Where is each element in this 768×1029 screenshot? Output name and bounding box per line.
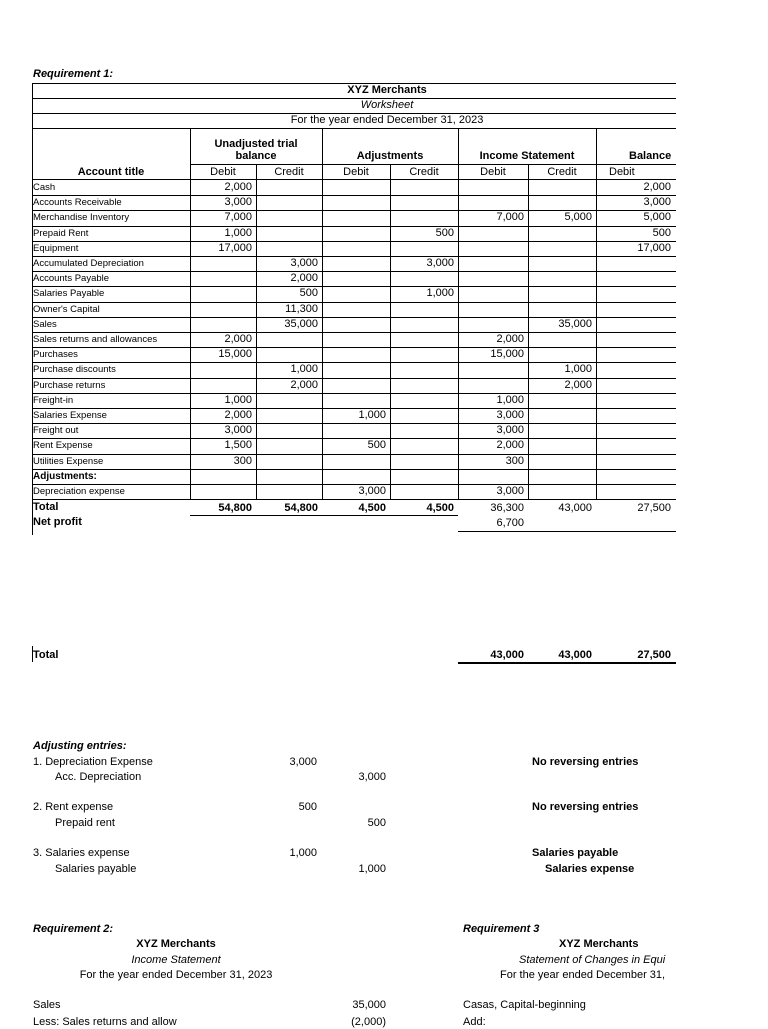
row-cell-bs-dr: 3,000	[643, 196, 671, 209]
row-cell-is-dr: 3,000	[496, 485, 524, 497]
row-cell-is-dr: 15,000	[490, 348, 524, 361]
income-statement-header: Income Statement	[479, 150, 575, 162]
adj-debit-header: Debit	[343, 166, 369, 178]
adj-credit-header: Credit	[409, 166, 439, 178]
grand-total-is-credit: 43,000	[558, 649, 592, 661]
row-cell-adj-cr: 1,000	[426, 287, 454, 300]
row-account-label: Rent Expense	[33, 440, 93, 452]
row-account-label: Sales	[33, 318, 57, 330]
row-cell-tb-cr: 2,000	[290, 378, 318, 391]
row-divider	[32, 286, 676, 287]
equity-statement-period: For the year ended December 31,	[500, 969, 666, 981]
row-cell-tb-dr: 7,000	[224, 211, 252, 224]
worksheet-period: For the year ended December 31, 2023	[290, 114, 484, 126]
row-account-label: Owner's Capital	[33, 303, 100, 315]
row-cell-adj-cr: 500	[435, 226, 454, 239]
unadjusted-tb-header-2: balance	[235, 150, 277, 162]
row-account-label: Cash	[33, 182, 56, 193]
row-cell-bs-dr: 500	[652, 226, 671, 239]
net-profit-value: 6,700	[496, 517, 524, 529]
row-cell-is-cr: 35,000	[558, 317, 592, 330]
row-cell-is-dr: 1,000	[496, 393, 524, 406]
row-account-label: Accounts Payable	[33, 273, 110, 285]
row-cell-tb-cr: 1,000	[290, 363, 318, 376]
row-cell-tb-dr: 17,000	[218, 241, 252, 254]
row-account-label: Equipment	[33, 242, 79, 254]
row-divider	[32, 347, 676, 348]
row-account-label: Purchases	[33, 349, 78, 361]
row-cell-adj-dr: 3,000	[358, 485, 386, 497]
row-cell-bs-dr: 17,000	[637, 241, 671, 254]
row-account-label: Depreciation expense	[33, 486, 125, 497]
entry-2-debit-account: 2. Rent expense	[33, 801, 114, 813]
row-account-label: Salaries Payable	[33, 288, 105, 300]
equity-capital-beginning-label: Casas, Capital-beginning	[463, 999, 586, 1011]
entry-1-debit-account: 1. Depreciation Expense	[33, 756, 153, 768]
entry-3-credit: 1,000	[358, 863, 386, 875]
row-cell-tb-dr: 1,000	[224, 226, 252, 239]
entry-2-credit: 500	[367, 817, 386, 829]
entry-3-reversing-credit: Salaries expense	[545, 863, 635, 875]
row-cell-is-dr: 3,000	[496, 424, 524, 437]
row-cell-is-dr: 7,000	[496, 211, 524, 224]
row-cell-adj-dr: 1,000	[358, 409, 386, 421]
entry-2-credit-account: Prepaid rent	[55, 817, 115, 829]
bs-debit-header: Debit	[609, 166, 635, 178]
adjustments-header: Adjustments	[356, 150, 424, 162]
row-cell-bs-dr: 5,000	[643, 211, 671, 224]
row-divider	[32, 226, 676, 227]
is-sales-returns-label: Less: Sales returns and allow	[33, 1016, 177, 1028]
balance-sheet-header: Balance	[629, 150, 672, 162]
income-statement-company: XYZ Merchants	[136, 938, 216, 950]
row-cell-tb-dr: 2,000	[224, 181, 252, 193]
row-cell-is-cr: 1,000	[564, 363, 592, 376]
row-divider	[32, 454, 676, 455]
row-account-label: Adjustments:	[33, 470, 97, 482]
is-debit-header: Debit	[480, 166, 506, 178]
row-account-label: Sales returns and allowances	[33, 334, 158, 345]
entry-3-debit: 1,000	[289, 847, 317, 859]
grand-total-underline	[458, 662, 676, 664]
total-bs-debit: 27,500	[637, 502, 671, 514]
requirement-2-label: Requirement 2:	[33, 923, 114, 935]
is-sales-returns-value: (2,000)	[351, 1016, 386, 1028]
row-account-label: Merchandise Inventory	[33, 212, 130, 224]
row-cell-tb-cr: 11,300	[285, 302, 318, 315]
total-label: Total	[33, 501, 59, 513]
row-account-label: Accounts Receivable	[33, 197, 122, 209]
row-account-label: Utilities Expense	[33, 455, 104, 467]
worksheet-title: Worksheet	[360, 99, 414, 111]
total-underline	[190, 515, 458, 516]
row-divider	[32, 302, 676, 303]
row-divider	[32, 423, 676, 424]
row-cell-is-dr: 2,000	[496, 333, 524, 345]
equity-add-label: Add:	[463, 1016, 486, 1028]
row-cell-tb-cr: 35,000	[284, 317, 318, 330]
row-cell-tb-cr: 500	[299, 287, 318, 300]
row-account-label: Accumulated Depreciation	[33, 258, 144, 269]
row-cell-is-dr: 300	[505, 454, 524, 467]
row-cell-tb-dr: 15,000	[218, 348, 252, 361]
row-cell-tb-dr: 2,000	[224, 333, 252, 345]
row-account-label: Purchase discounts	[33, 364, 116, 376]
income-statement-title: Income Statement	[131, 954, 221, 966]
row-account-label: Salaries Expense	[33, 410, 107, 421]
row-cell-adj-dr: 500	[367, 439, 386, 452]
total-adj-credit: 4,500	[426, 502, 454, 514]
row-divider	[32, 469, 676, 470]
row-cell-is-dr: 2,000	[496, 439, 524, 452]
is-sales-label: Sales	[33, 999, 61, 1011]
row-divider	[32, 271, 676, 272]
row-cell-tb-dr: 1,500	[224, 439, 252, 452]
total-tb-debit: 54,800	[218, 502, 252, 514]
row-cell-adj-cr: 3,000	[426, 257, 454, 269]
net-profit-label: Net profit	[33, 516, 82, 528]
row-account-label: Freight-in	[33, 394, 74, 406]
line	[32, 128, 676, 129]
row-cell-tb-cr: 3,000	[290, 257, 318, 269]
entry-1-reversing-note: No reversing entries	[532, 756, 639, 768]
row-cell-tb-dr: 3,000	[224, 196, 252, 209]
row-account-label: Freight out	[33, 425, 79, 437]
total-adj-debit: 4,500	[358, 502, 386, 514]
row-divider	[32, 241, 676, 242]
entry-1-credit: 3,000	[358, 771, 386, 783]
requirement-3-label: Requirement 3	[463, 923, 540, 935]
row-cell-is-dr: 3,000	[496, 409, 524, 421]
grand-total-bs-debit: 27,500	[637, 649, 671, 661]
total-tb-credit: 54,800	[284, 502, 318, 514]
equity-statement-company: XYZ Merchants	[559, 938, 639, 950]
row-account-label: Prepaid Rent	[33, 227, 89, 239]
tb-debit-header: Debit	[210, 166, 236, 178]
total-is-debit: 36,300	[490, 502, 524, 514]
entry-2-reversing-note: No reversing entries	[532, 801, 639, 813]
row-cell-tb-dr: 300	[233, 454, 252, 467]
grand-total-is-debit: 43,000	[490, 649, 524, 661]
row-cell-tb-dr: 1,000	[224, 393, 252, 406]
total-is-credit: 43,000	[558, 502, 592, 514]
requirement-1-label: Requirement 1:	[33, 68, 114, 80]
company-name: XYZ Merchants	[347, 84, 427, 96]
entry-3-reversing-debit: Salaries payable	[532, 847, 619, 859]
entry-1-credit-account: Acc. Depreciation	[55, 771, 142, 783]
entry-1-debit: 3,000	[289, 756, 317, 768]
entry-3-debit-account: 3. Salaries expense	[33, 847, 130, 859]
grand-total-label: Total	[33, 649, 59, 661]
entry-3-credit-account: Salaries payable	[55, 863, 137, 875]
unadjusted-tb-header-1: Unadjusted trial	[214, 138, 298, 150]
entry-2-debit: 500	[298, 801, 317, 813]
adjusting-entries-title: Adjusting entries:	[33, 740, 127, 752]
equity-statement-title: Statement of Changes in Equi	[519, 954, 666, 966]
tb-credit-header: Credit	[274, 166, 304, 178]
row-cell-tb-cr: 2,000	[290, 272, 318, 285]
row-cell-is-cr: 2,000	[564, 378, 592, 391]
header-bottom-border	[32, 179, 676, 180]
income-statement-period: For the year ended December 31, 2023	[79, 969, 273, 981]
row-cell-bs-dr: 2,000	[643, 181, 671, 193]
row-divider	[32, 195, 676, 196]
row-divider	[32, 393, 676, 394]
row-cell-tb-dr: 3,000	[224, 424, 252, 437]
row-cell-is-cr: 5,000	[564, 211, 592, 224]
row-cell-tb-dr: 2,000	[224, 409, 252, 421]
row-divider	[32, 499, 676, 500]
is-sales-value: 35,000	[352, 999, 386, 1011]
account-title-header: Account title	[77, 166, 145, 178]
net-profit-underline	[458, 531, 676, 532]
row-account-label: Purchase returns	[33, 379, 106, 391]
is-credit-header: Credit	[547, 166, 577, 178]
header-divider	[190, 164, 676, 165]
